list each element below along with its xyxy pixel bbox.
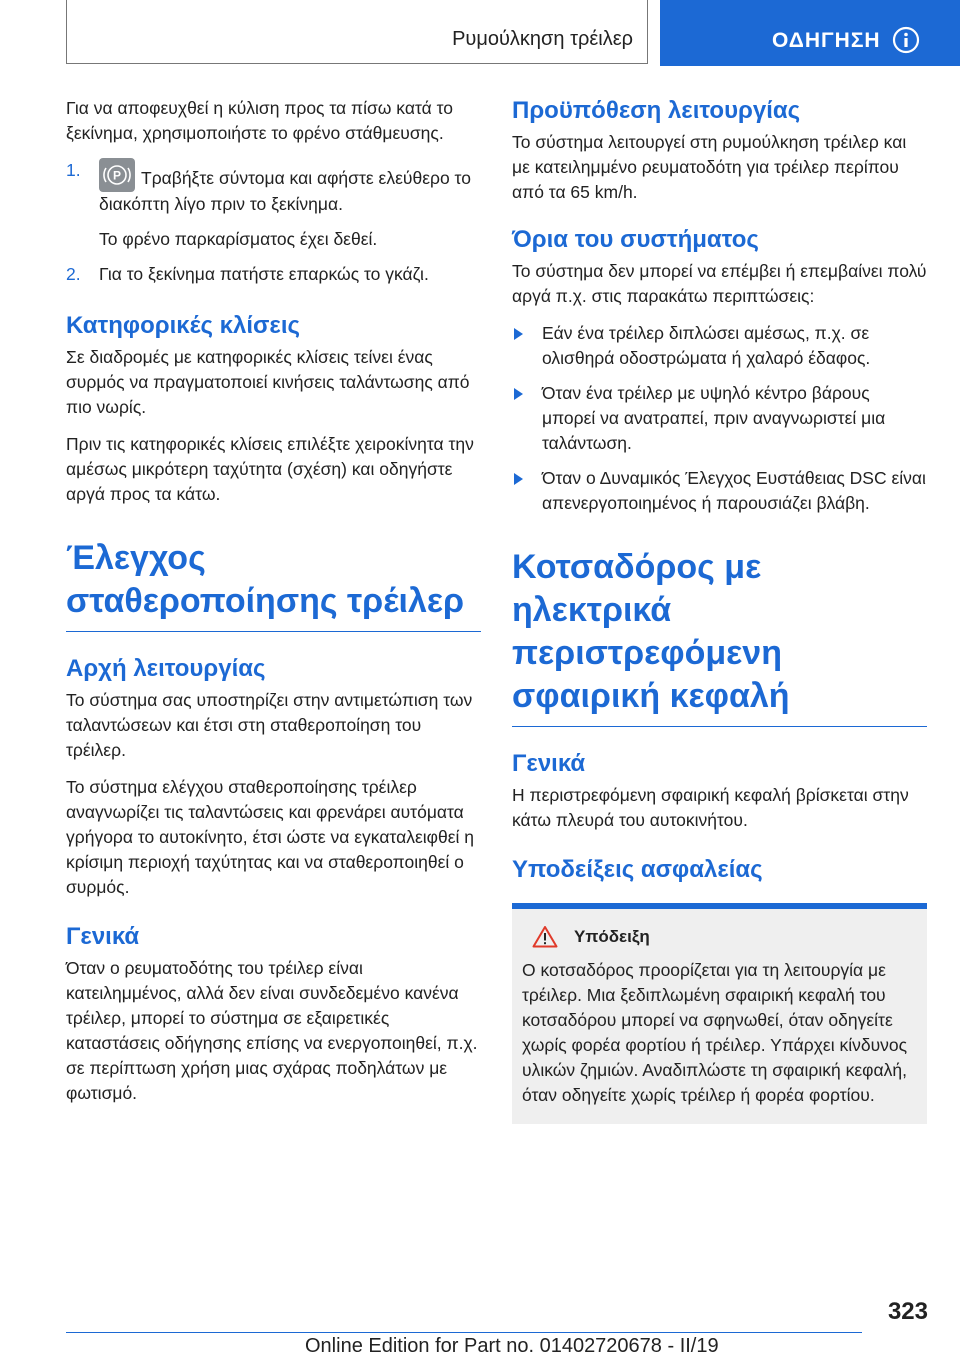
step-1 (66, 158, 481, 217)
svg-text:P: P (112, 168, 122, 183)
note-title: Υπόδειξη (574, 926, 650, 946)
prereq-heading: Προϋπόθεση λειτουργίας (512, 97, 801, 124)
page-number: 323 (887, 1298, 928, 1325)
general-paragraph: Όταν ο ρευματοδότης του τρέιλερ είναι κατειλημμένος, αλλά δεν είναι συνδεδεμένο κανένα τρέιλερ, μπορεί το σύστημα σε εξαιρετικές καταστάσεις οδήγησης επίσης να ενεργοποιηθεί, π.χ. σε περίπτωση χρήση μιας σχάρας ποδηλάτων με φωτισμό. (66, 958, 478, 1103)
step-number: 1. (66, 160, 81, 180)
triangle-bullet-icon (514, 388, 523, 400)
hitch-heading-wrap (512, 546, 927, 727)
stability-heading-wrap (66, 537, 481, 632)
list-item-text: Όταν ο Δυναμικός Έλεγχος Ευστάθειας DSC είναι απενεργοποιημένος ή παρουσιάζει βλάβη. (542, 468, 926, 513)
general-heading: Γενικά (66, 923, 140, 950)
hitch-general-paragraph: Η περιστρεφόμενη σφαιρική κεφαλή βρίσκεται στην κάτω πλευρά του αυτοκινήτου. (512, 785, 909, 830)
edition-text: Online Edition for Part no. 01402720678 - II/19 (305, 1335, 719, 1357)
prereq-paragraph: Το σύστημα λειτουργεί στη ρυμούλκηση τρέιλερ και με κατειλημμένο ρευματοδότη για τρέιλερ περίπου από τα 65 km/h. (512, 132, 907, 202)
slopes-heading: Κατηφορικές κλίσεις (66, 312, 300, 339)
note-title-row (522, 925, 917, 948)
hitch-general-heading: Γενικά (512, 750, 586, 777)
warning-note (512, 903, 927, 1124)
safety-heading: Υποδείξεις ασφαλείας (512, 856, 763, 883)
step-text: Για το ξεκίνημα πατήστε επαρκώς το γκάζι. (99, 264, 429, 284)
left-column (66, 96, 481, 1118)
limits-heading: Όρια του συστήματος (512, 226, 759, 253)
triangle-bullet-icon (514, 473, 523, 485)
right-column (512, 96, 927, 1124)
intro-paragraph: Για να αποφευχθεί η κύλιση προς τα πίσω κατά το ξεκίνημα, χρησιμοποιήστε το φρένο στάθμευσης. (66, 98, 453, 143)
list-item (512, 466, 927, 516)
step-number: 2. (66, 264, 81, 284)
footer-divider (66, 1332, 862, 1333)
slopes-paragraph-2: Πριν τις κατηφορικές κλίσεις επιλέξτε χειροκίνητα την αμέσως μικρότερη ταχύτητα (σχέση) και οδηγήστε αργά προς τα κάτω. (66, 434, 474, 504)
principle-heading: Αρχή λειτουργίας (66, 655, 266, 682)
list-item (512, 321, 927, 371)
chapter-tab[interactable] (660, 0, 960, 66)
info-icon[interactable] (892, 26, 920, 54)
warning-triangle-icon (532, 925, 558, 948)
stability-heading: Έλεγχος σταθεροποίησης τρέιλερ (66, 539, 465, 620)
hitch-heading: Κοτσαδόρος με ηλεκτρικά περιστρεφόμενη σφαιρική κεφαλή (512, 548, 790, 715)
section-title: Ρυμούλκηση τρέιλερ (452, 28, 633, 50)
step-result-text: Το φρένο παρκαρίσματος έχει δεθεί. (99, 229, 378, 249)
note-text: Ο κοτσαδόρος προορίζεται για τη λειτουργία με τρέιλερ. Μια ξεδιπλωμένη σφαιρική κεφαλή του κοτσαδόρου μπορεί να σφηνωθεί, όταν οδηγείτε χωρίς φορέα φορτίου ή τρέιλερ. Υπάρχει κίνδυνος υλικών ζημιών. Αναδιπλώστε τη σφαιρική κεφαλή, όταν οδηγείτε χωρίς τρέιλερ ή φορέα φορτίου. (522, 960, 908, 1105)
section-title-box (66, 0, 648, 64)
principle-paragraph-1: Το σύστημα σας υποστηρίζει στην αντιμετώπιση των ταλαντώσεων και έτσι στη σταθεροποίηση του τρέιλερ. (66, 690, 473, 760)
principle-paragraph-2: Το σύστημα ελέγχου σταθεροποίησης τρέιλερ αναγνωρίζει τις ταλαντώσεις και φρενάρει αυτόματα γρήγορα το αυτοκίνητο, έτσι ώστε να εγκαταλειφθεί η κρίσιμη περιοχή ταχύτητας και να σταθεροποιηθεί ο συρμός. (66, 777, 475, 897)
page-header (0, 0, 960, 66)
limits-paragraph: Το σύστημα δεν μπορεί να επέμβει ή επεμβαίνει πολύ αργά π.χ. στις παρακάτω περιπτώσεις: (512, 261, 927, 306)
step-2 (66, 262, 481, 287)
list-item-text: Εάν ένα τρέιλερ διπλώσει αμέσως, π.χ. σε ολισθηρά οδοστρώματα ή χαλαρό έδαφος. (542, 323, 871, 368)
step-text: Τραβήξτε σύντομα και αφήστε ελεύθερο το διακόπτη λίγο πριν το ξεκίνημα. (99, 168, 471, 214)
step-1-result (66, 227, 481, 252)
parking-brake-switch-icon (99, 158, 135, 192)
list-item-text: Όταν ένα τρέιλερ με υψηλό κέντρο βάρους μπορεί να ανατραπεί, πριν αναγνωριστεί μια ταλάντωση. (542, 383, 886, 453)
triangle-bullet-icon (514, 328, 523, 340)
chapter-label: ΟΔΗΓΗΣΗ (772, 29, 881, 52)
slopes-paragraph-1: Σε διαδρομές με κατηφορικές κλίσεις τείνει ένας συρμός να πραγματοποιεί κινήσεις ταλάντωσης από πιο νωρίς. (66, 347, 470, 417)
list-item (512, 381, 927, 456)
